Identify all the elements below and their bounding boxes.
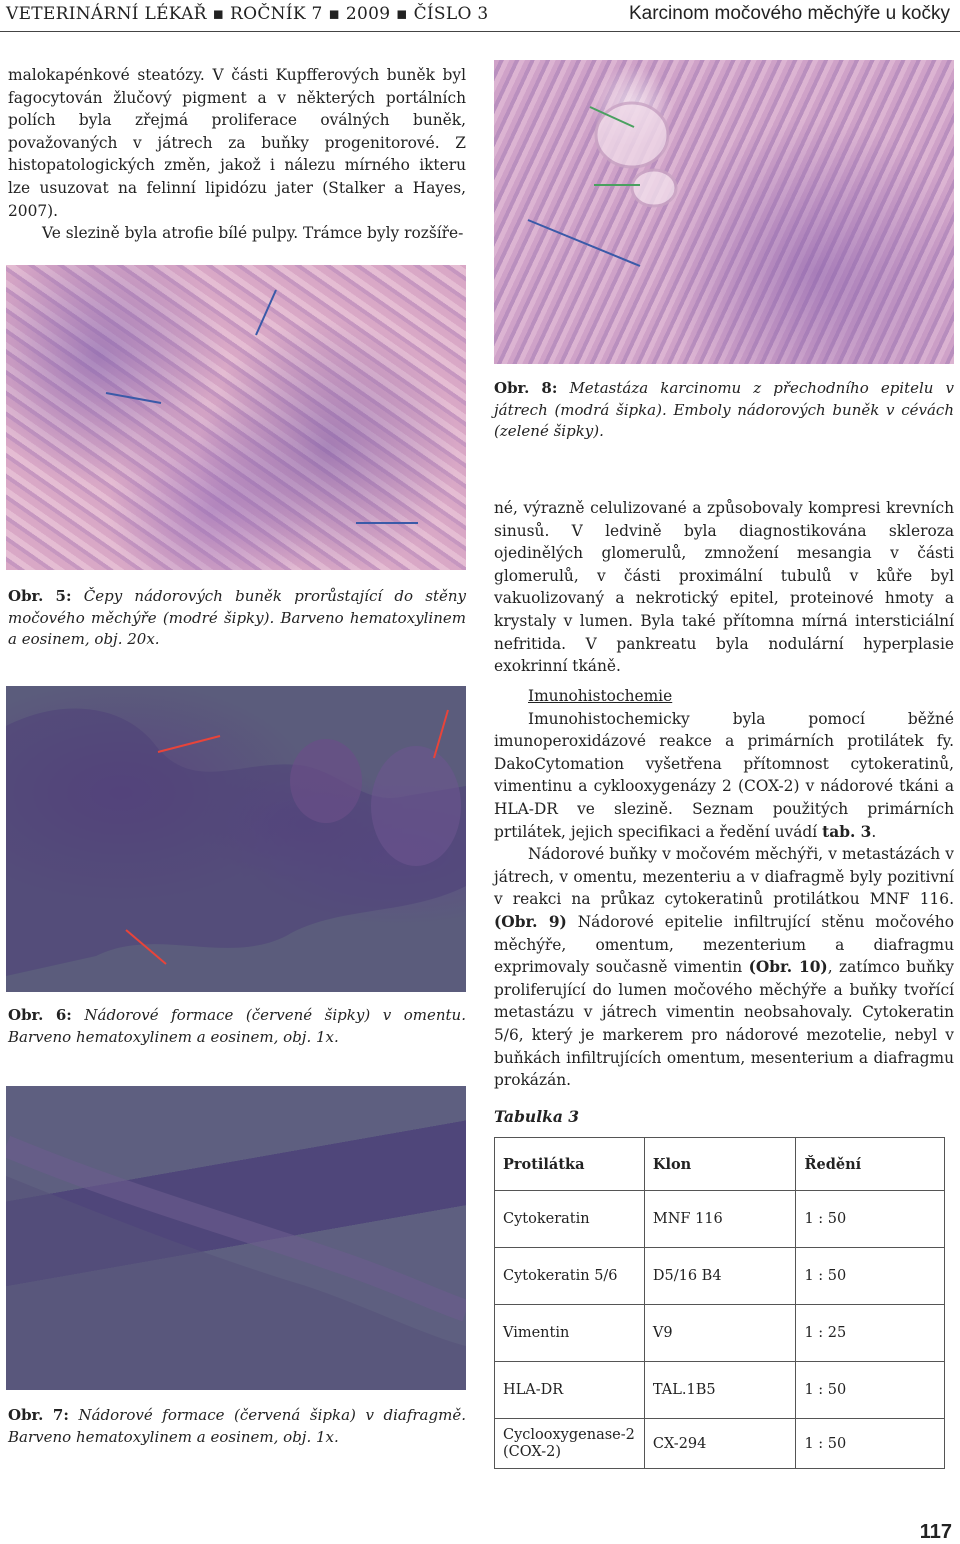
cell-clone: TAL.1B5 <box>644 1362 796 1419</box>
blue-arrow-2 <box>106 393 161 403</box>
fig7-label: Obr. <box>8 1406 44 1424</box>
col-header-antibody: Protilátka <box>495 1138 645 1191</box>
ihc-p2-text-c: , zatímco buňky proliferující do lumen močového měchýře a buňky tvořící metastázu v játrech vimentin neobsahovaly. Cytokeratin 5/6, který je markerem pro nádorové mezotelie, nebyl v buňkách infiltrujících omentum, mesenterium a diafragmu prokázán. <box>494 958 954 1090</box>
table-caption: Tabulka 3 <box>494 1107 580 1126</box>
cell-dilution: 1 : 50 <box>796 1419 945 1469</box>
fig5-label: Obr. <box>8 587 44 605</box>
cell-antibody: HLA-DR <box>495 1362 645 1419</box>
left-column-text <box>8 64 466 245</box>
paragraph-ihc-2 <box>494 843 954 1092</box>
cell-dilution: 1 : 25 <box>796 1305 945 1362</box>
section-heading: Imunohistochemie <box>528 687 673 705</box>
ihc-p1-text: Imunohistochemicky byla pomocí běžné imunoperoxidázové reakce a primárních protilátek fy. DakoCytomation vyšetřena přítomnost cytokeratinů, vimentinu a cyklooxygenázy 2 (COX-2) v nádorové tkáni a HLA-DR ve slezině. Seznam použitých primárních prtilátek, jejich specifikaci a ředění uvádí <box>494 709 954 841</box>
figure-8-caption <box>494 378 954 443</box>
table-header-row <box>495 1138 945 1191</box>
table-row <box>495 1305 945 1362</box>
cell-antibody: Cyclooxygenase-2 (COX-2) <box>495 1419 645 1469</box>
cell-clone: CX-294 <box>644 1419 796 1469</box>
col-header-clone: Klon <box>644 1138 796 1191</box>
table-row <box>495 1248 945 1305</box>
ihc-p2-text-b: Nádorové epitelie infiltrující stěnu močového měchýře, omentum, mezenterium a diafragmu exprimovaly současně vimentin <box>494 912 954 977</box>
fig6-num: 6: <box>55 1006 72 1024</box>
figure-6-caption <box>8 1005 466 1048</box>
cell-dilution: 1 : 50 <box>796 1191 945 1248</box>
ref-table-3[interactable]: tab. 3 <box>822 822 872 841</box>
ref-figure-9[interactable]: (Obr. 9) <box>494 912 567 931</box>
blue-arrow <box>528 220 640 266</box>
figure-7-caption <box>8 1405 466 1448</box>
figure-5-image <box>6 265 466 570</box>
fig8-text: Metastáza karcinomu z přechodního epitelu v játrech (modrá šipka). Emboly nádorových buněk v cévách (zelené šipky). <box>494 379 954 440</box>
blue-arrow-1 <box>256 290 276 335</box>
fig5-text: Čepy nádorových buněk prorůstající do stěny močového měchýře (modré šipky). Barveno hematoxylinem a eosinem, obj. 20x. <box>8 587 466 648</box>
paragraph-spleen: Ve slezině byla atrofie bílé pulpy. Trámce byly rozšíře- <box>42 224 464 243</box>
cell-dilution: 1 : 50 <box>796 1248 945 1305</box>
ihc-p1-end: . <box>871 822 877 841</box>
fig7-text: Nádorové formace (červená šipka) v diafragmě. Barveno hematoxylinem a eosinem, obj. 1x. <box>8 1406 466 1446</box>
right-column-text <box>494 497 954 678</box>
cell-clone: D5/16 B4 <box>644 1248 796 1305</box>
red-arrow-2 <box>434 710 448 758</box>
paragraph-kidney: né, výrazně celulizované a způsobovaly kompresi krevních sinusů. V ledvině byla diagnostikována skleroza ojedinělých glomerulů, zmnožení mesangia v části glomerulů, v části proximální tubulů v kůře byl vakuolizovaný a nekrotický epitel, proteinové hmoty a krystaly v lumen. Byla také přítomna mírná intersticiální nefritida. V pankreatu byla nodulární hyperplasie exokrinní tkáně. <box>494 499 954 676</box>
cell-antibody: Vimentin <box>495 1305 645 1362</box>
fig7-num: 7: <box>52 1406 69 1424</box>
table-3 <box>494 1137 945 1469</box>
fig5-num: 5: <box>55 587 72 605</box>
col-header-dilution: Ředění <box>796 1138 945 1191</box>
table-row <box>495 1419 945 1469</box>
figure-5-caption <box>8 586 466 651</box>
ref-figure-10[interactable]: (Obr. 10) <box>748 958 828 977</box>
ihc-p2-text-a: Nádorové buňky v močovém měchýři, v metastázách v játrech, v omentu, mezenteriu a v diafragmě byly pozitivní v reakci na průkaz cytokeratinů protilátkou MNF 116. <box>494 845 954 909</box>
red-arrow-1 <box>158 736 220 752</box>
fig6-text: Nádorové formace (červené šipky) v omentu. Barveno hematoxylinem a eosinem, obj. 1x. <box>8 1006 466 1046</box>
fig6-label: Obr. <box>8 1006 44 1024</box>
cell-clone: MNF 116 <box>644 1191 796 1248</box>
cell-clone: V9 <box>644 1305 796 1362</box>
cell-dilution: 1 : 50 <box>796 1362 945 1419</box>
ihc-section <box>494 685 954 1092</box>
page-number: 117 <box>919 1521 952 1543</box>
cell-antibody: Cytokeratin 5/6 <box>495 1248 645 1305</box>
paragraph-ihc-1 <box>494 708 954 844</box>
fig8-label: Obr. <box>494 379 530 397</box>
table-row <box>495 1362 945 1419</box>
cell-antibody: Cytokeratin <box>495 1191 645 1248</box>
header-divider <box>0 31 960 32</box>
table-row <box>495 1191 945 1248</box>
figure-6-image <box>6 686 466 992</box>
article-title-header: Karcinom močového měchýře u kočky <box>628 3 950 24</box>
figure-8-image <box>494 60 954 364</box>
fig8-num: 8: <box>541 379 558 397</box>
figure-7-image <box>6 1086 466 1390</box>
journal-header: VETERINÁRNÍ LÉKAŘ ▪ ROČNÍK 7 ▪ 2009 ▪ ČÍSLO 3 <box>6 4 489 24</box>
paragraph-liver: malokapénkové steatózy. V části Kupfferových buněk byl fagocytován žlučový pigment a v některých portálních polích byla zřejmá proliferace oválných buněk, považovaných v játrech za buňky progenitorové. Z histopatologických změn, jakož i nálezu mírného ikteru lze usuzovat na felinní lipidózu jater (Stalker a Hayes, 2007). <box>8 66 466 220</box>
